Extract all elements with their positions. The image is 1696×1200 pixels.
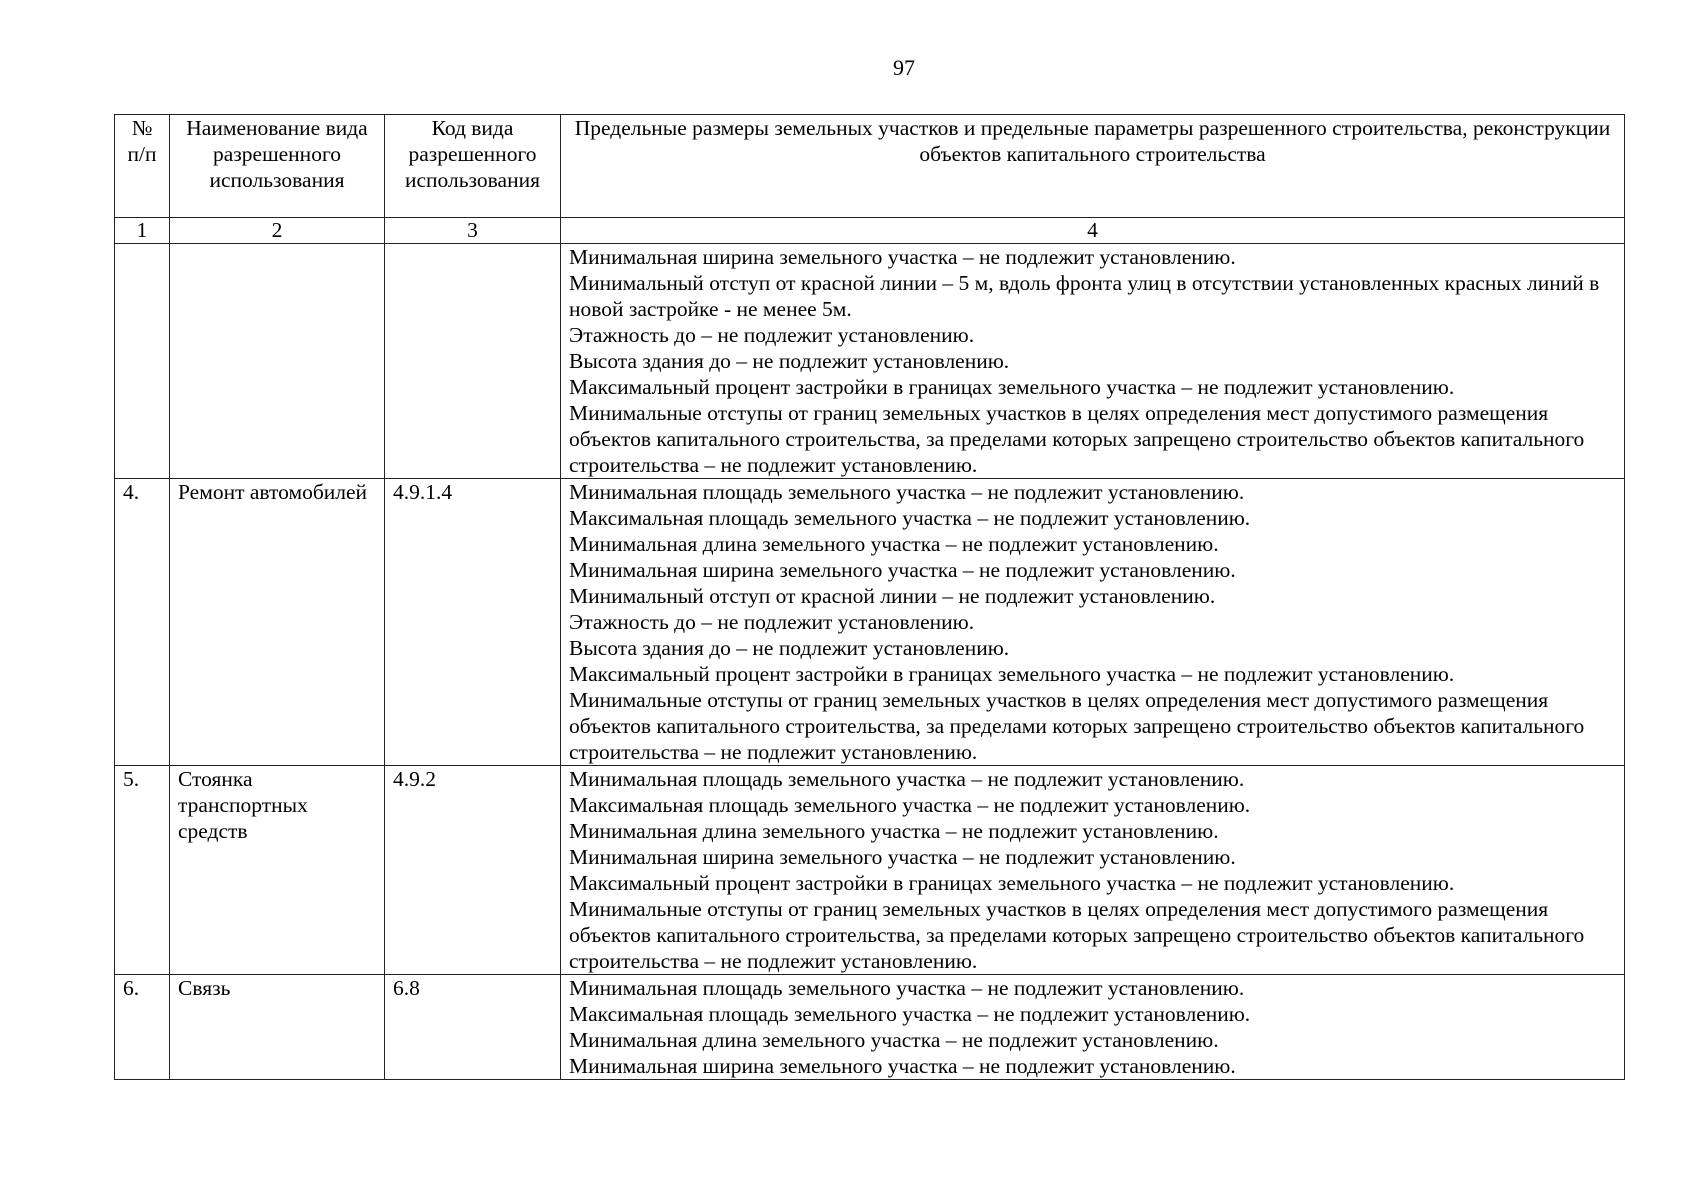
parameters-cell <box>561 479 1625 766</box>
parameter-line: Минимальная ширина земельного участка – не подлежит установлению. <box>569 558 1236 582</box>
parameter-line: Максимальный процент застройки в границах земельного участка – не подлежит установлению. <box>569 662 1455 686</box>
header-use-code: Код вида разрешенного использования <box>385 115 561 218</box>
table-row <box>115 975 1625 1080</box>
parameter-line: Минимальная площадь земельного участка – не подлежит установлению. <box>569 480 1245 504</box>
row-number-cell: 5. <box>115 766 170 975</box>
parameter-line: Высота здания до – не подлежит установлению. <box>569 349 1010 373</box>
table-row <box>115 244 1625 479</box>
table-row <box>115 766 1625 975</box>
regulations-table <box>114 114 1625 1080</box>
row-number-cell: 4. <box>115 479 170 766</box>
parameter-line: Максимальная площадь земельного участка – не подлежит установлению. <box>569 793 1251 817</box>
row-number-cell <box>115 244 170 479</box>
parameter-line: Минимальные отступы от границ земельных участков в целях определения мест допустимого размещения объектов капитального строительства, за пределами которых запрещено строительство объектов капитального строительства – не подлежит установлению. <box>569 897 1585 973</box>
column-number: 3 <box>385 218 561 244</box>
row-number-cell: 6. <box>115 975 170 1080</box>
parameter-line: Максимальный процент застройки в границах земельного участка – не подлежит установлению. <box>569 871 1455 895</box>
parameter-line: Минимальные отступы от границ земельных участков в целях определения мест допустимого размещения объектов капитального строительства, за пределами которых запрещено строительство объектов капитального строительства – не подлежит установлению. <box>569 401 1585 477</box>
use-code-cell: 6.8 <box>385 975 561 1080</box>
parameter-line: Минимальная длина земельного участка – не подлежит установлению. <box>569 819 1219 843</box>
use-name-cell: Связь <box>170 975 385 1080</box>
parameter-line: Минимальный отступ от красной линии – 5 м, вдоль фронта улиц в отсутствии установленных красных линий в новой застройке - не менее 5м. <box>569 271 1600 321</box>
parameter-line: Минимальная площадь земельного участка – не подлежит установлению. <box>569 767 1245 791</box>
column-number: 2 <box>170 218 385 244</box>
parameter-line: Минимальная ширина земельного участка – не подлежит установлению. <box>569 245 1236 269</box>
parameters-cell <box>561 766 1625 975</box>
column-number: 4 <box>561 218 1625 244</box>
parameters-cell <box>561 244 1625 479</box>
parameter-line: Максимальный процент застройки в границах земельного участка – не подлежит установлению. <box>569 375 1455 399</box>
parameter-line: Минимальная длина земельного участка – не подлежит установлению. <box>569 1028 1219 1052</box>
use-code-cell: 4.9.1.4 <box>385 479 561 766</box>
use-name-cell: Стоянка транспортных средств <box>170 766 385 975</box>
header-number: № п/п <box>115 115 170 218</box>
parameter-line: Высота здания до – не подлежит установлению. <box>569 636 1010 660</box>
use-name-cell: Ремонт автомобилей <box>170 479 385 766</box>
parameter-line: Этажность до – не подлежит установлению. <box>569 323 975 347</box>
parameter-line: Минимальные отступы от границ земельных участков в целях определения мест допустимого размещения объектов капитального строительства, за пределами которых запрещено строительство объектов капитального строительства – не подлежит установлению. <box>569 688 1585 764</box>
header-use-name: Наименование вида разрешенного использования <box>170 115 385 218</box>
parameter-line: Минимальная ширина земельного участка – не подлежит установлению. <box>569 845 1236 869</box>
parameter-line: Минимальная площадь земельного участка – не подлежит установлению. <box>569 976 1245 1000</box>
use-code-cell: 4.9.2 <box>385 766 561 975</box>
page-number: 97 <box>893 55 915 80</box>
header-parameters: Предельные размеры земельных участков и предельные параметры разрешенного строительства, реконструкции объектов капитального строительства <box>561 115 1625 218</box>
table-row <box>115 479 1625 766</box>
use-name-cell <box>170 244 385 479</box>
column-number-row <box>115 218 1625 244</box>
parameter-line: Максимальная площадь земельного участка – не подлежит установлению. <box>569 1002 1251 1026</box>
parameter-line: Этажность до – не подлежит установлению. <box>569 610 975 634</box>
use-code-cell <box>385 244 561 479</box>
parameter-line: Минимальная длина земельного участка – не подлежит установлению. <box>569 532 1219 556</box>
parameter-line: Минимальная ширина земельного участка – не подлежит установлению. <box>569 1054 1236 1078</box>
column-number: 1 <box>115 218 170 244</box>
parameter-line: Минимальный отступ от красной линии – не подлежит установлению. <box>569 584 1216 608</box>
table-body <box>115 244 1625 1080</box>
parameter-line: Максимальная площадь земельного участка – не подлежит установлению. <box>569 506 1251 530</box>
parameters-cell <box>561 975 1625 1080</box>
table-header-row <box>115 115 1625 218</box>
